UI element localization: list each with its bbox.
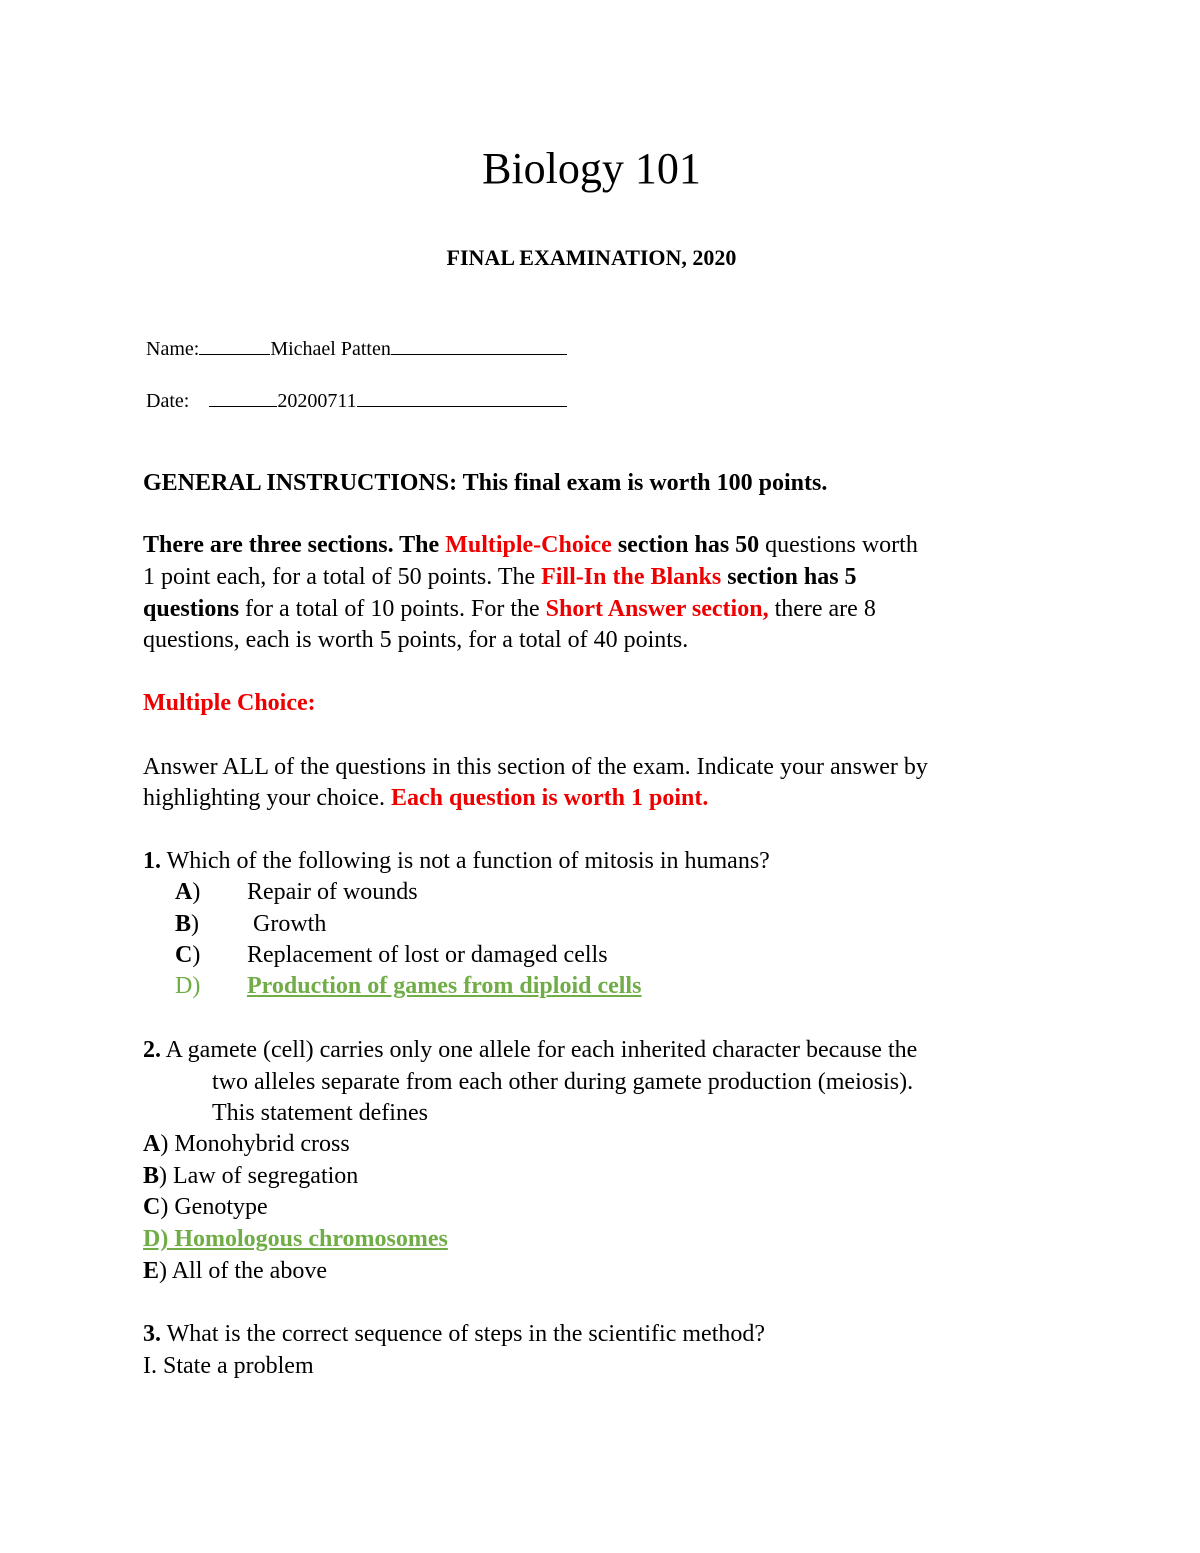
q1-option-d-text-highlighted[interactable]: Production of games from diploid cells (247, 973, 642, 999)
q1-option-b-text[interactable]: Growth (247, 911, 327, 937)
date-underline-post (357, 388, 567, 407)
name-underline-pre (199, 336, 270, 355)
q2-option-d-highlighted[interactable]: D) Homologous chromosomes (143, 1226, 448, 1252)
question-2 (143, 1037, 917, 1064)
instr-text: there are 8 (768, 596, 876, 622)
question-text: A gamete (cell) carries only one allele for each inherited character because the (161, 1037, 918, 1063)
q1-option-c-text[interactable]: Replacement of lost or damaged cells (247, 942, 608, 968)
question-number: 1. (143, 848, 161, 874)
multiple-choice-heading: Multiple Choice: (143, 690, 316, 716)
date-value[interactable]: 20200711 (277, 390, 357, 412)
option-letter: E (143, 1258, 160, 1284)
q2-option-b[interactable]: B) Law of segregation (143, 1163, 359, 1189)
q3-item-1: I. State a problem (143, 1353, 314, 1379)
name-underline-post (391, 336, 567, 355)
option-letter: A (143, 1131, 161, 1157)
instr-text: questions worth (759, 532, 918, 558)
page-title: Biology 101 (482, 144, 701, 193)
multiple-choice-emphasis: Multiple-Choice (445, 532, 612, 558)
name-field-row (146, 336, 567, 361)
option-text: All of the above (167, 1258, 327, 1284)
question-number: 3. (143, 1321, 161, 1347)
option-letter: A (175, 879, 193, 905)
short-answer-emphasis: Short Answer section, (545, 596, 769, 622)
option-letter: C (175, 942, 193, 968)
point-value-emphasis: Each question is worth 1 point. (390, 785, 709, 811)
instr-text: for a total of 10 points. For the (239, 596, 546, 622)
instr-text: highlighting your choice. (143, 785, 391, 811)
option-text: Genotype (168, 1194, 268, 1220)
mc-instructions-line-1: Answer ALL of the questions in this section of the exam. Indicate your answer by (143, 754, 928, 780)
question-2-line-3: This statement defines (212, 1100, 428, 1126)
date-underline-pre (209, 388, 277, 407)
instr-text: There are three sections. The (143, 532, 446, 558)
instr-text: 1 point each, for a total of 50 points. The (143, 564, 542, 590)
option-letter: D (175, 973, 193, 999)
option-text: Law of segregation (167, 1163, 359, 1189)
option-letter: B (143, 1163, 160, 1189)
q1-option-a[interactable]: A) (175, 879, 201, 905)
fill-in-blanks-emphasis: Fill-In the Blanks (541, 564, 722, 590)
instructions-line-2 (143, 564, 857, 591)
q1-option-c[interactable]: C) (175, 942, 201, 968)
option-letter: B (175, 911, 192, 937)
instr-text: questions (143, 596, 240, 622)
instructions-line-3 (143, 596, 876, 623)
mc-instructions-line-2 (143, 785, 708, 812)
question-3 (143, 1321, 765, 1348)
date-field-row (146, 388, 567, 413)
general-instructions: GENERAL INSTRUCTIONS: This final exam is worth 100 points. (143, 470, 828, 496)
question-2-line-2: two alleles separate from each other during gamete production (meiosis). (212, 1069, 914, 1095)
name-label: Name: (146, 338, 200, 360)
q2-option-a[interactable]: A) Monohybrid cross (143, 1131, 350, 1157)
instr-text: section has 5 (721, 564, 857, 590)
date-label: Date: (146, 390, 190, 412)
q1-option-d[interactable]: D) (175, 973, 201, 999)
q2-option-e[interactable]: E) All of the above (143, 1258, 327, 1284)
question-number: 2. (143, 1037, 161, 1063)
instructions-line-1 (143, 532, 918, 559)
option-letter: C (143, 1194, 161, 1220)
exam-subtitle: FINAL EXAMINATION, 2020 (446, 245, 737, 270)
q2-option-c[interactable]: C) Genotype (143, 1194, 268, 1220)
instr-text: section has 50 (611, 532, 760, 558)
option-text: Monohybrid cross (168, 1131, 350, 1157)
question-1 (143, 848, 770, 875)
question-text: Which of the following is not a function of mitosis in humans? (161, 848, 770, 874)
name-value[interactable]: Michael Patten (270, 338, 391, 360)
q1-option-b[interactable]: B) (175, 911, 200, 937)
instructions-line-4: questions, each is worth 5 points, for a total of 40 points. (143, 627, 689, 653)
q1-option-a-text[interactable]: Repair of wounds (247, 879, 418, 905)
question-text: What is the correct sequence of steps in the scientific method? (161, 1321, 766, 1347)
